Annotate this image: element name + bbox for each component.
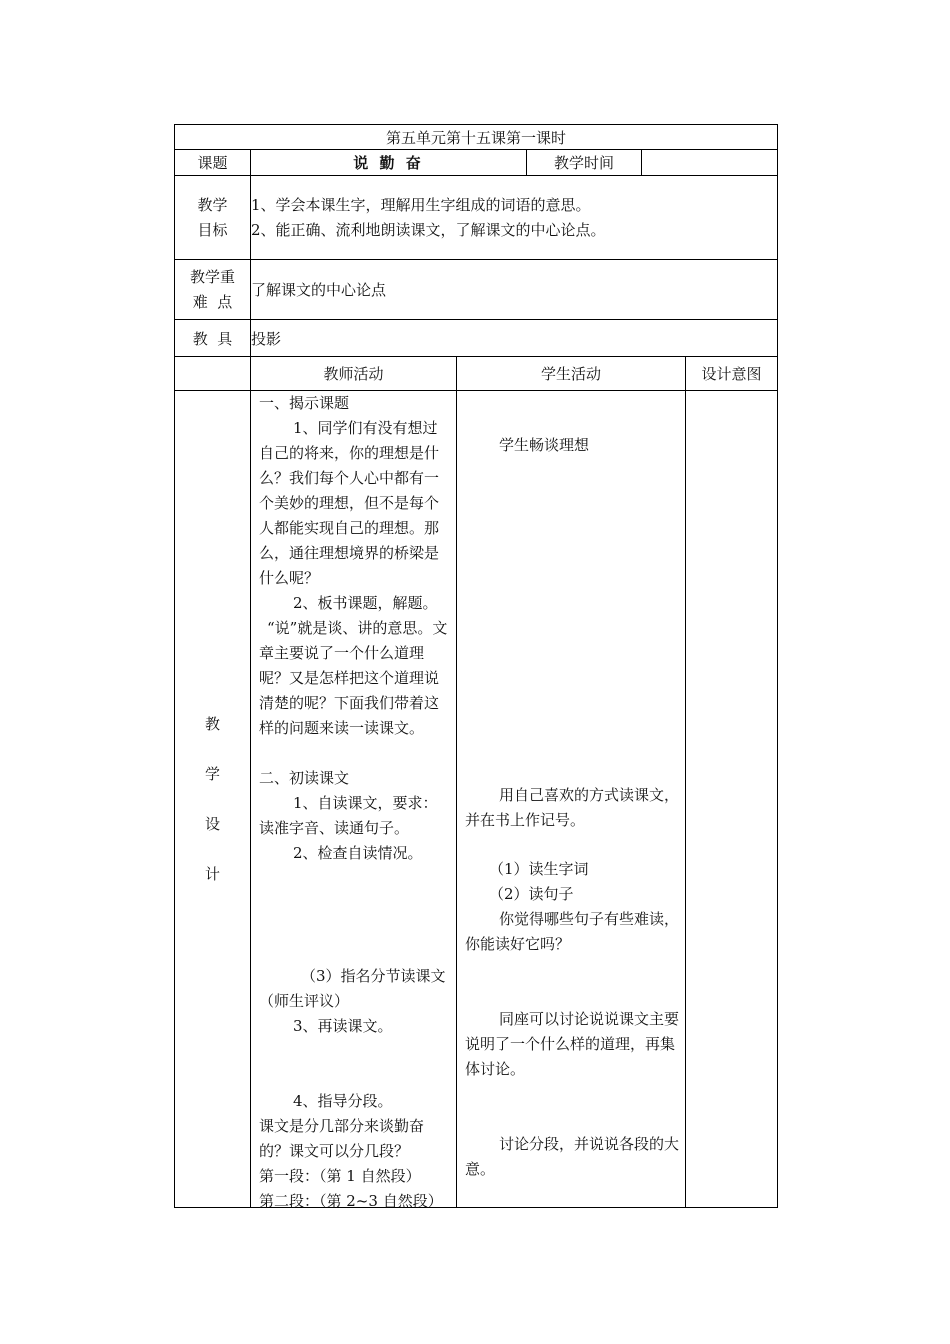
columns-header-row bbox=[175, 357, 778, 391]
title-row bbox=[175, 125, 778, 150]
lesson-title: 第五单元第十五课第一课时 bbox=[175, 125, 778, 150]
key-points-label bbox=[175, 260, 251, 320]
student-paragraph: 讨论分段，并说说各段的大意。 bbox=[465, 1135, 680, 1178]
section-title: 一、揭示课题 bbox=[259, 394, 350, 412]
student-paragraph: （1）读生字词 bbox=[489, 860, 589, 878]
teacher-paragraph: （3）指名分节读课文（师生评议） bbox=[259, 967, 446, 1010]
goal-item: 2、能正确、流利地朗读课文，了解课文的中心论点。 bbox=[251, 220, 606, 239]
teacher-paragraph: 1、自读课文，要求：读准字音、读通句子。 bbox=[259, 794, 438, 837]
time-label: 教学时间 bbox=[527, 150, 642, 176]
teacher-paragraph: 第一段：（第 1 自然段） bbox=[259, 1167, 421, 1185]
goals-label bbox=[175, 176, 251, 260]
section-title: 二、初读课文 bbox=[259, 769, 350, 787]
time-value bbox=[642, 150, 778, 176]
student-paragraph: 你觉得哪些句子有些难读，你能读好它吗？ bbox=[465, 910, 680, 953]
teacher-paragraph: 课文是分几部分来谈勤奋的？课文可以分几段？ bbox=[259, 1117, 425, 1160]
topic-value: 说 勤 奋 bbox=[251, 150, 527, 176]
key-points-label-line-2: 难 点 bbox=[192, 292, 233, 311]
teacher-paragraph: 第二段：（第 2~3 自然段） bbox=[259, 1192, 443, 1210]
tools-text: 投影 bbox=[251, 320, 778, 357]
teacher-paragraph: “说”就是谈、讲的意思。文章主要说了一个什么道理呢？又是怎样把这个道理说清楚的呢？下面我们带着这样的问题来读一读课文。 bbox=[259, 619, 448, 737]
goals-row bbox=[175, 176, 778, 260]
design-label-char: 设 bbox=[204, 815, 220, 833]
teacher-activity-cell bbox=[251, 391, 457, 1208]
lesson-plan-table bbox=[174, 124, 778, 1208]
design-label-char: 教 bbox=[204, 715, 220, 733]
teacher-paragraph: 2、检查自读情况。 bbox=[293, 844, 423, 862]
tools-row bbox=[175, 320, 778, 357]
key-points-label-line-1: 教学重 bbox=[189, 267, 235, 286]
design-label-char: 学 bbox=[204, 765, 220, 783]
teacher-activity-header: 教师活动 bbox=[251, 357, 457, 391]
student-activity-cell bbox=[457, 391, 686, 1208]
design-intent-cell bbox=[686, 391, 778, 1208]
student-paragraph: （2）读句子 bbox=[489, 885, 574, 903]
key-points-row bbox=[175, 260, 778, 320]
blank-header-cell bbox=[175, 357, 251, 391]
design-label bbox=[175, 391, 251, 1208]
student-activity-header: 学生活动 bbox=[457, 357, 686, 391]
key-points-text: 了解课文的中心论点 bbox=[251, 260, 778, 320]
design-label-char: 计 bbox=[204, 865, 220, 883]
teacher-paragraph: 3、再读课文。 bbox=[293, 1017, 393, 1035]
student-paragraph: 同座可以讨论说说课文主要说明了一个什么样的道理，再集体讨论。 bbox=[465, 1010, 680, 1078]
teacher-paragraph: 4、指导分段。 bbox=[293, 1092, 393, 1110]
topic-label: 课题 bbox=[175, 150, 251, 176]
teacher-paragraph: 1、同学们有没有想过自己的将来，你的理想是什么？我们每个人心中都有一个美妙的理想，但不是每个人都能实现自己的理想。那么，通往理想境界的桥梁是什么呢？ bbox=[259, 419, 440, 587]
goals-label-line-2: 目标 bbox=[197, 220, 228, 239]
goal-item: 1、学会本课生字，理解用生字组成的词语的意思。 bbox=[251, 195, 591, 214]
student-paragraph: 学生畅谈理想 bbox=[499, 436, 590, 454]
student-paragraph: 用自己喜欢的方式读课文，并在书上作记号。 bbox=[465, 786, 680, 829]
teacher-paragraph: 2、板书课题，解题。 bbox=[293, 594, 438, 612]
design-intent-header: 设计意图 bbox=[686, 357, 778, 391]
goals-label-line-1: 教学 bbox=[197, 195, 228, 214]
tools-label: 教 具 bbox=[175, 320, 251, 357]
goals-content bbox=[251, 176, 778, 260]
topic-row bbox=[175, 150, 778, 176]
design-row bbox=[175, 391, 778, 1208]
